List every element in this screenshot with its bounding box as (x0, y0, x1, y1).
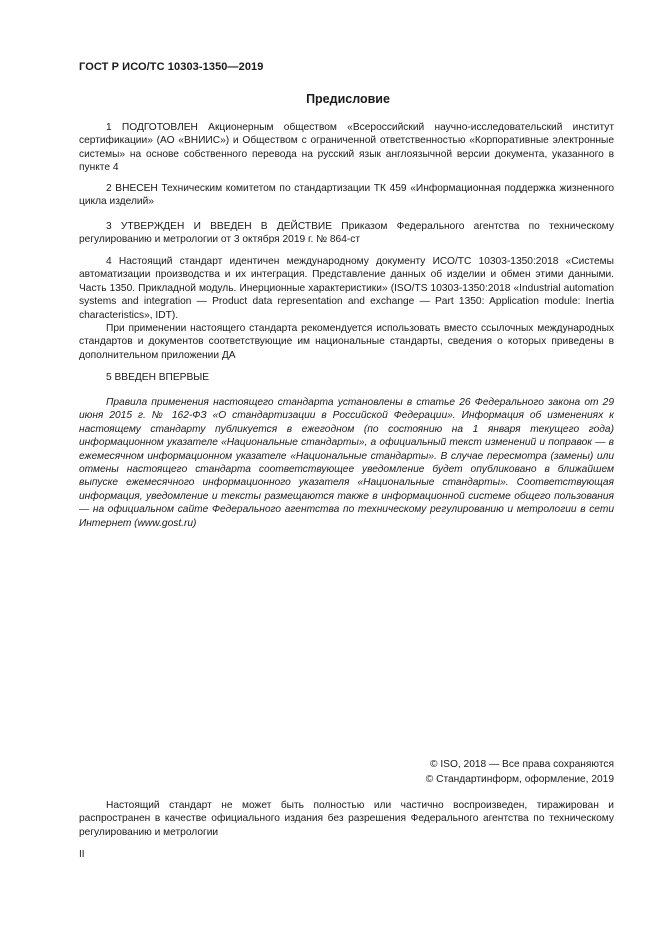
notice-text: Настоящий стандарт не может быть полностью или частично воспроизведен, тиражирован и распространен в качестве официального издания без разрешения Федерального агентства по техническому регулированию и метрологии (79, 800, 614, 838)
paragraph-text: 4 Настоящий стандарт идентичен международному документу ИСО/ТС 10303-1350:2018 «Системы автоматизации производства и их интеграция. Представление данных об изделии и обмен этими данными. Часть 1350. Прикладной модуль. Инерционные характеристики» (ISO/TS 10303-1350:2018 «Industrial automation systems and integration — Product data representation and exchange — Part 1350: Application module: Inertia characteristics», IDT). (79, 256, 614, 321)
paragraph-text: 1 ПОДГОТОВЛЕН Акционерным обществом «Всероссийский научно-исследовательский институт сертификации» (АО «ВНИИС») и Обществом с ограниченной ответственностью «Корпоративные электронные системы» на основе собственного перевода на русский язык англоязычной версии документа, указанного в пункте 4 (79, 122, 614, 174)
standard-id: ГОСТ Р ИСО/ТС 10303-1350—2019 (79, 61, 264, 73)
page-number: II (79, 849, 85, 860)
note-text: Правила применения настоящего стандарта установлены в статье 26 Федерального закона от 29 июня 2015 г. № 162-ФЗ «О стандартизации в Российской Федерации». Информация об изменениях к настоящему стандарту публикуется в ежегодном (по состоянию на 1 января текущего года) информационном указателе «Национальные стандарты», а официальный текст изменений и поправок — в ежемесячном информационном указателе «Национальные стандарты». В случае пересмотра (замены) или отмены настоящего стандарта соответствующее уведомление будет опубликовано в ближайшем выпуске ежемесячного информационного указателя «Национальные стандарты». Соответствующая информация, уведомление и тексты размещаются также в информационной системе общего пользования — на официальном сайте Федерального агентства по техническому регулированию и метрологии в сети Интернет (www.gost.ru) (79, 397, 614, 529)
paragraph-text: 5 ВВЕДЕН ВПЕРВЫЕ (106, 372, 210, 383)
reproduction-notice (79, 799, 614, 839)
paragraph-4 (79, 255, 614, 322)
page-title: Предисловие (306, 92, 390, 106)
paragraph-5 (79, 371, 614, 384)
paragraph-text: 2 ВНЕСЕН Техническим комитетом по стандартизации ТК 459 «Информационная поддержка жизненного цикла изделий» (79, 183, 614, 208)
paragraph-2 (79, 182, 614, 209)
paragraph-1 (79, 121, 614, 175)
copyright-standartinform: © Стандартинформ, оформление, 2019 (425, 774, 614, 785)
paragraph-text: 3 УТВЕРЖДЕН И ВВЕДЕН В ДЕЙСТВИЕ Приказом Федерального агентства по техническому регулированию и метрологии от 3 октября 2019 г. № 864-ст (79, 221, 614, 246)
paragraph-3 (79, 220, 614, 247)
application-rules-note (79, 396, 614, 530)
paragraph-text: При применении настоящего стандарта рекомендуется использовать вместо ссылочных международных стандартов и документов соответствующие им национальные стандарты, сведения о которых приведены в дополнительном приложении ДА (79, 323, 614, 361)
copyright-iso: © ISO, 2018 — Все права сохраняются (430, 759, 614, 770)
paragraph-4-note (79, 322, 614, 362)
